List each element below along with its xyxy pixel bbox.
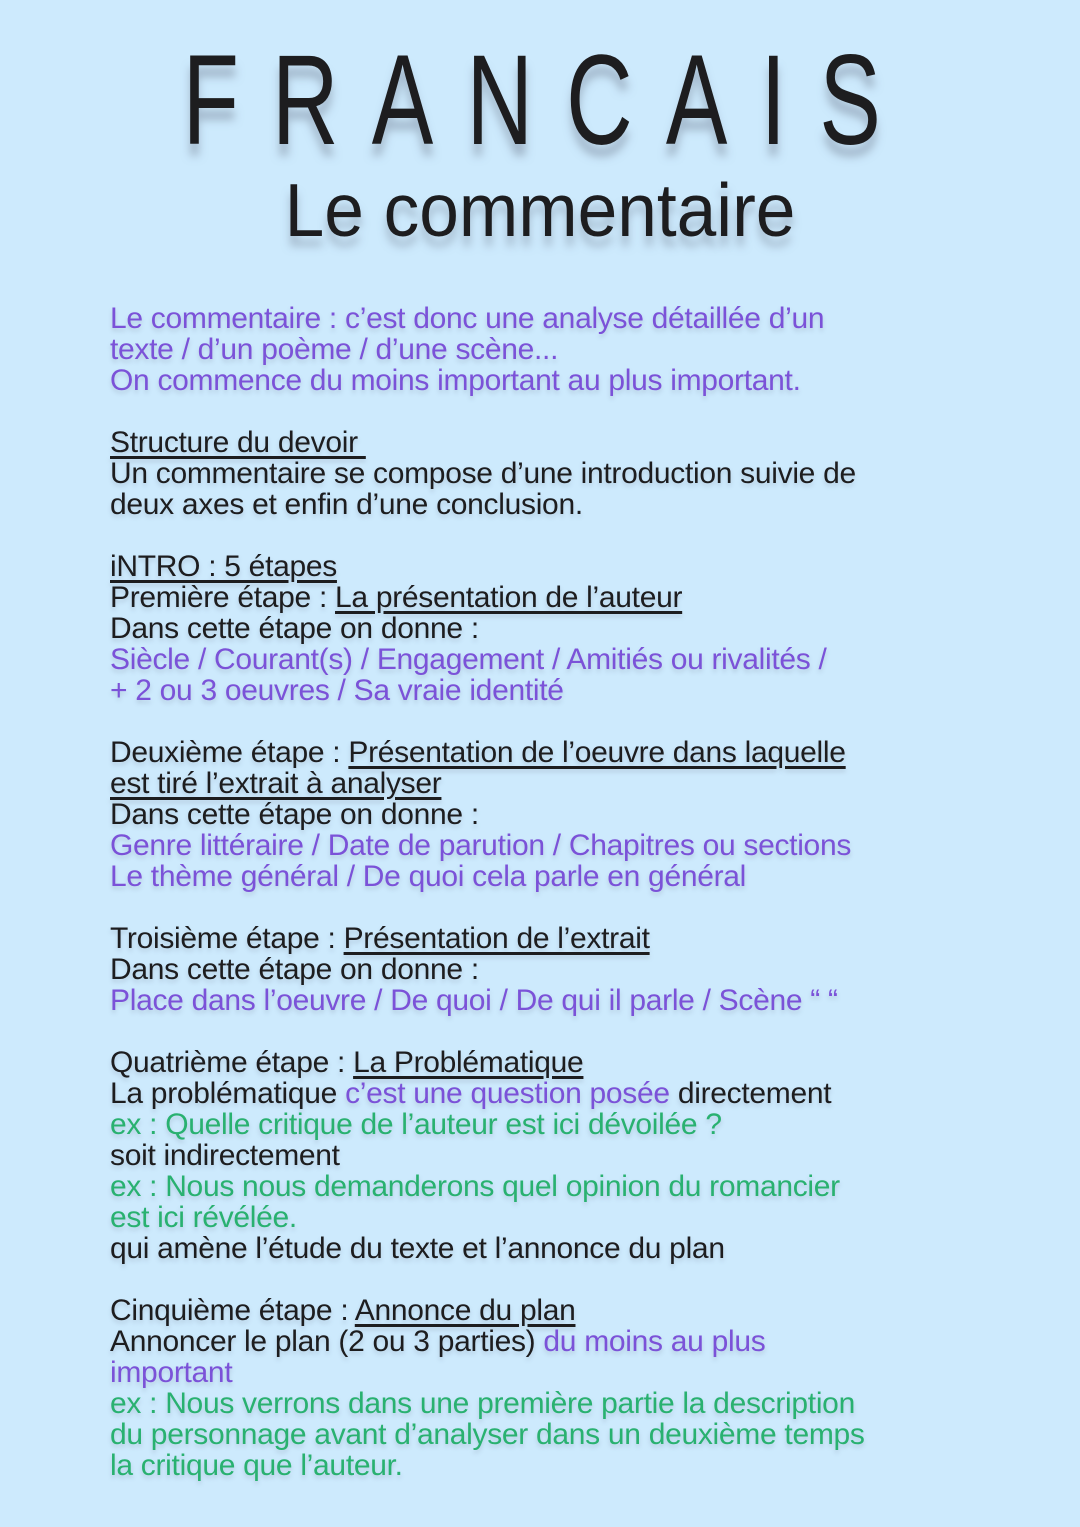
text-segment: Deuxième étape : <box>110 736 349 770</box>
paragraph <box>110 923 990 1016</box>
text-segment: important <box>110 1356 233 1390</box>
text-segment: soit indirectement <box>110 1139 340 1173</box>
text-segment: ex : Nous nous demanderons quel opinion du romancier <box>110 1170 840 1204</box>
text-segment: La problématique <box>110 1077 346 1111</box>
text-segment: Annoncer le plan (2 ou 3 parties) <box>110 1325 544 1359</box>
text-segment: Cinquième étape : <box>110 1294 355 1328</box>
paragraph <box>110 1047 990 1264</box>
text-segment: Première étape : <box>110 581 336 615</box>
paragraph <box>110 1295 990 1481</box>
page-title: FRANCAIS <box>182 29 914 172</box>
text-segment: deux axes et enfin d’une conclusion. <box>110 488 583 522</box>
paragraph <box>110 427 990 520</box>
text-segment: Troisième étape : <box>110 922 344 956</box>
paragraph <box>110 303 990 396</box>
text-segment: + 2 ou 3 oeuvres / Sa vraie identité <box>110 674 564 708</box>
paragraph <box>110 551 990 706</box>
text-segment: Le thème général / De quoi cela parle en général <box>110 860 747 894</box>
text-segment: est tiré l’extrait à analyser <box>110 767 442 801</box>
text-segment: ex : Quelle critique de l’auteur est ici dévoilée ? <box>110 1108 722 1142</box>
text-segment: Dans cette étape on donne : <box>110 612 479 646</box>
note-header <box>0 0 1080 251</box>
text-segment: On commence du moins important au plus important. <box>110 364 801 398</box>
text-segment: du personnage avant d’analyser dans un deuxième temps <box>110 1418 865 1452</box>
text-segment: Siècle / Courant(s) / Engagement / Amitiés ou rivalités / <box>110 643 827 677</box>
text-segment: Structure du devoir <box>110 426 366 460</box>
text-segment: la critique que l’auteur. <box>110 1449 403 1483</box>
paragraph <box>110 737 990 892</box>
text-segment: iNTRO : 5 étapes <box>110 550 337 584</box>
text-segment: qui amène l’étude du texte et l’annonce du plan <box>110 1232 725 1266</box>
text-segment: Dans cette étape on donne : <box>110 953 479 987</box>
text-segment: Dans cette étape on donne : <box>110 798 479 832</box>
text-segment: Quatrième étape : <box>110 1046 354 1080</box>
text-segment: Place dans l’oeuvre / De quoi / De qui il parle / Scène “ “ <box>110 984 838 1018</box>
text-segment: La Problématique <box>353 1046 584 1080</box>
text-segment: du moins au plus <box>543 1325 766 1359</box>
note-body <box>110 303 990 1481</box>
text-segment: Annonce du plan <box>354 1294 576 1328</box>
text-segment: texte / d’un poème / d’une scène... <box>110 333 559 367</box>
page-subtitle: Le commentaire <box>284 168 796 253</box>
text-segment: Le commentaire : c’est donc une analyse détaillée d’un <box>110 302 825 336</box>
text-segment: c’est une question posée <box>345 1077 670 1111</box>
text-segment: ex : Nous verrons dans une première partie la description <box>110 1387 855 1421</box>
text-segment: Présentation de l’oeuvre dans laquelle <box>348 736 846 770</box>
text-segment: Genre littéraire / Date de parution / Chapitres ou sections <box>110 829 852 863</box>
text-segment: est ici révélée. <box>110 1201 297 1235</box>
text-segment: Un commentaire se compose d’une introduction suivie de <box>110 457 856 491</box>
text-segment: directement <box>669 1077 832 1111</box>
text-segment: La présentation de l’auteur <box>335 581 683 615</box>
text-segment: Présentation de l’extrait <box>343 922 650 956</box>
